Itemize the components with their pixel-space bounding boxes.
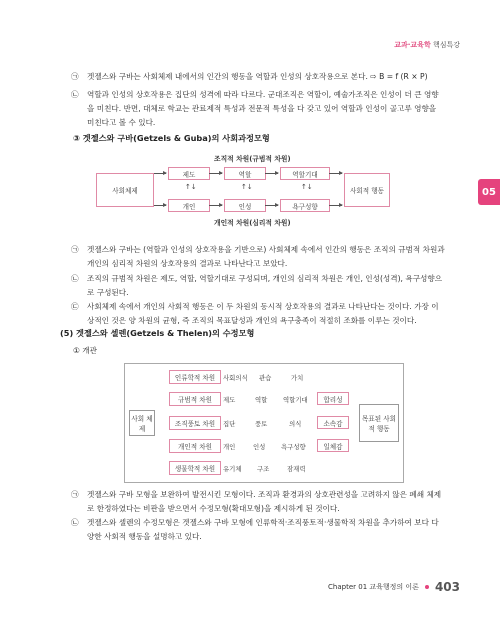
row3-item: 집단 xyxy=(223,420,236,428)
paragraph-text: 겟젤스와 셀렌의 수정모형은 겟젤스와 구바 모형에 인류학적·조직풍토적·생물학적 차원을 추가하여 보다 다양한 사회적 행동을 설명하고 있다. xyxy=(87,518,439,541)
arrow xyxy=(154,205,166,206)
row2-item: 역할기대 xyxy=(283,396,308,404)
identification-box: 일체감 xyxy=(317,439,349,452)
row-label-3: 조직풍토 차원 xyxy=(169,416,221,430)
running-header xyxy=(394,40,460,50)
section-num: (5) xyxy=(60,328,74,338)
marker: ㉡ xyxy=(71,518,79,527)
paragraph-text: 겟젤스와 구바는 사회체제 내에서의 인간의 행동을 역할과 인성의 상호작용으로 본다. ⇨ B = f (R × P) xyxy=(87,72,428,81)
row3-item: 풍토 xyxy=(255,420,268,428)
social-system-box: 사회 체제 xyxy=(129,410,155,436)
vertical-arrow-icon: ↑↓ xyxy=(241,183,253,191)
subsection-title: 개관 xyxy=(82,346,97,355)
intro-item-2 xyxy=(71,88,445,130)
row-label-5: 생물학적 차원 xyxy=(169,461,221,475)
row5-item: 유기체 xyxy=(223,465,242,473)
row1-item: 가치 xyxy=(291,374,304,382)
arrow xyxy=(209,173,222,174)
social-system-box: 사회체제 xyxy=(96,173,154,207)
section-title: 겟젤스와 셀렌(Getzels & Thelen)의 수정모형 xyxy=(76,328,255,338)
intro-item-1 xyxy=(71,70,445,84)
section-num: ③ xyxy=(73,133,80,143)
revised-model-diagram xyxy=(124,363,404,483)
vertical-arrow-icon: ↑↓ xyxy=(301,183,313,191)
top-dimension-label: 조직적 차원(규범적 차원) xyxy=(214,155,291,163)
page-footer xyxy=(328,580,460,594)
marker: ㉡ xyxy=(71,274,79,283)
row1-item: 관습 xyxy=(259,374,272,382)
marker: ㉠ xyxy=(71,245,79,254)
row-label-1: 인류학적 차원 xyxy=(169,370,221,384)
arrow xyxy=(265,173,278,174)
institution-box: 제도 xyxy=(168,167,210,180)
need-disposition-box: 욕구성향 xyxy=(280,199,330,212)
after1-item-2 xyxy=(71,272,445,300)
section-title: 겟젤스와 구바(Getzels & Guba)의 사회과정모형 xyxy=(82,133,270,143)
role-box: 역할 xyxy=(224,167,266,180)
header-rest: 핵심특강 xyxy=(430,41,460,49)
after1-item-3 xyxy=(71,300,445,328)
paragraph-text: 조직의 규범적 차원은 제도, 역할, 역할기대로 구성되며, 개인의 심리적 차원은 개인, 인성(성격), 욕구성향으로 구성된다. xyxy=(87,274,443,297)
marker: ㉢ xyxy=(71,302,79,311)
arrow xyxy=(265,205,278,206)
section-5-heading xyxy=(60,328,254,339)
subsection-heading xyxy=(73,345,97,356)
paragraph-text: 역할과 인성의 상호작용은 집단의 성격에 따라 다르다. 군대조직은 역할이, 예술가조직은 인성이 더 큰 영향을 미친다. 반면, 대체로 학교는 관료제적 특성과 전문적 특성을 다 갖고 있어 역할과 인성이 골고루 영향을 미친다고 볼 수 있다. xyxy=(87,90,439,127)
header-subject: 교과·교육학 xyxy=(394,41,431,49)
marker: ㉠ xyxy=(71,72,79,81)
role-expectation-box: 역할기대 xyxy=(280,167,330,180)
arrow xyxy=(329,205,342,206)
row2-item: 역할 xyxy=(255,396,268,404)
row-label-4: 개인적 차원 xyxy=(169,439,221,453)
personality-box: 인성 xyxy=(224,199,266,212)
row3-item: 의식 xyxy=(289,420,302,428)
chapter-label: Chapter 01 교육행정의 이론 xyxy=(328,583,419,591)
belonging-box: 소속감 xyxy=(317,416,349,429)
paragraph-text: 겟젤스와 구바는 (역할과 인성의 상호작용을 기반으로) 사회체제 속에서 인간의 행동은 조직의 규범적 차원과 개인의 심리적 차원의 상호작용의 결과로 나타난다고 보았다. xyxy=(87,245,445,268)
marker: ㉠ xyxy=(71,490,79,499)
arrow xyxy=(329,173,342,174)
row4-item: 욕구성향 xyxy=(281,443,306,451)
chapter-tab[interactable]: 05 xyxy=(478,179,500,205)
arrow xyxy=(154,173,166,174)
page-number: 403 xyxy=(434,580,460,594)
bottom-dimension-label: 개인적 차원(심리적 차원) xyxy=(214,219,291,227)
bullet-dot-icon xyxy=(425,585,429,589)
paragraph-text: 겟젤스와 구바 모형을 보완하여 발전시킨 모형이다. 조직과 환경과의 상호관련성을 고려하지 않은 폐쇄 체제로 한정하였다는 비판을 받으면서 수정모형(확대모형)을 제시하게 된 것이다. xyxy=(87,490,442,513)
section-3-heading xyxy=(73,133,270,144)
paragraph-text: 사회체제 속에서 개인의 사회적 행동은 이 두 차원의 동시적 상호작용의 결과로 나타난다는 것이다. 가장 이상적인 것은 양 차원의 균형, 즉 조직의 목표달성과 개인의 욕구충족이 적절히 조화를 이루는 것이다. xyxy=(87,302,439,325)
after2-item-2 xyxy=(71,516,445,544)
row2-item: 제도 xyxy=(223,396,236,404)
marker: ㉡ xyxy=(71,90,79,99)
row1-item: 사회의식 xyxy=(223,374,248,382)
row4-item: 인성 xyxy=(253,443,266,451)
row4-item: 개인 xyxy=(223,443,236,451)
row-label-2: 규범적 차원 xyxy=(169,392,221,406)
after2-item-1 xyxy=(71,488,445,516)
social-process-diagram xyxy=(96,153,396,235)
arrow xyxy=(209,205,222,206)
vertical-arrow-icon: ↑↓ xyxy=(185,183,197,191)
row5-item: 구조 xyxy=(257,465,270,473)
goal-behavior-box: 목표된 사회적 행동 xyxy=(359,404,399,442)
row5-item: 잠재력 xyxy=(287,465,306,473)
social-behavior-box: 사회적 행동 xyxy=(344,173,390,207)
individual-box: 개인 xyxy=(168,199,210,212)
after1-item-1 xyxy=(71,243,445,271)
rationality-box: 합리성 xyxy=(317,392,349,405)
subsection-num: ① xyxy=(73,346,80,355)
